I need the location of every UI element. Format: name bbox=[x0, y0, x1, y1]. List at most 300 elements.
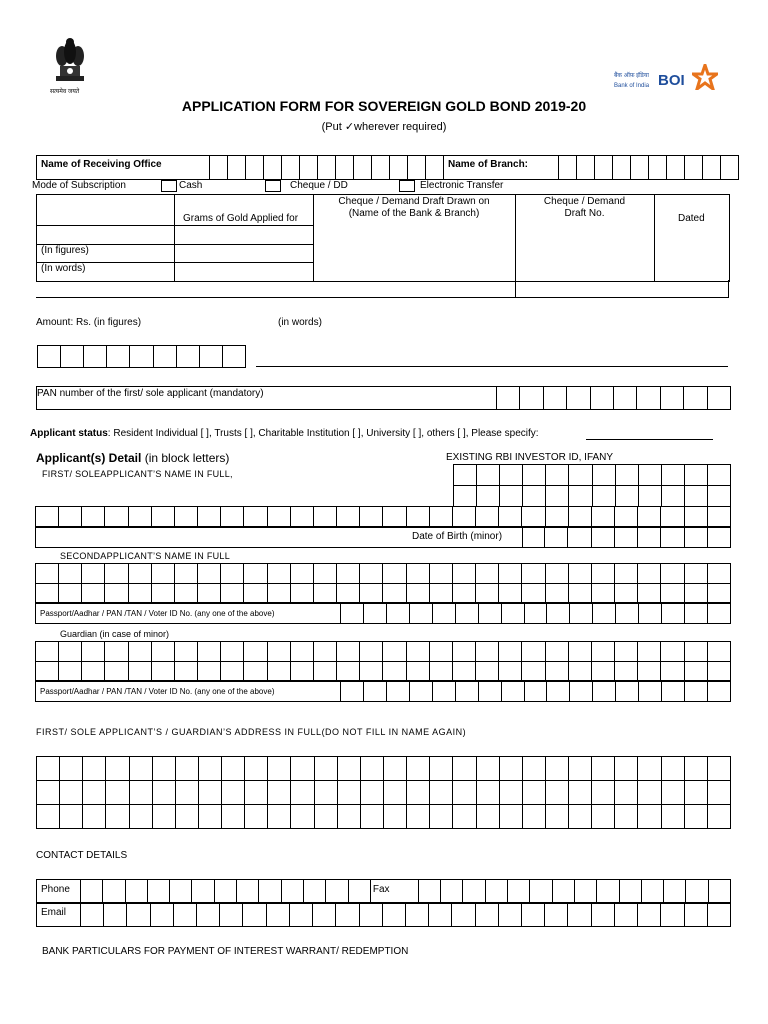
id-char-box[interactable] bbox=[593, 603, 616, 624]
name-char-box[interactable] bbox=[476, 662, 499, 682]
rbi-id-char-box[interactable] bbox=[708, 486, 731, 507]
address-char-box[interactable] bbox=[500, 757, 523, 781]
fax-digit-box[interactable] bbox=[486, 880, 508, 904]
address-char-box[interactable] bbox=[199, 757, 222, 781]
name-char-box[interactable] bbox=[638, 584, 661, 604]
address-char-box[interactable] bbox=[708, 757, 731, 781]
office-char-box[interactable] bbox=[264, 156, 282, 180]
address-char-box[interactable] bbox=[662, 781, 685, 805]
name-char-box[interactable] bbox=[522, 642, 545, 662]
phone-digit-box[interactable] bbox=[349, 880, 371, 904]
name-char-box[interactable] bbox=[244, 642, 267, 662]
address-char-box[interactable] bbox=[453, 805, 476, 829]
name-char-box[interactable] bbox=[175, 564, 198, 584]
name-char-box[interactable] bbox=[268, 642, 291, 662]
address-char-box[interactable] bbox=[291, 757, 314, 781]
name-char-box[interactable] bbox=[522, 584, 545, 604]
address-char-box[interactable] bbox=[361, 781, 384, 805]
address-char-box[interactable] bbox=[245, 781, 268, 805]
address-char-box[interactable] bbox=[477, 805, 500, 829]
name-char-box[interactable] bbox=[152, 564, 175, 584]
address-char-box[interactable] bbox=[407, 781, 430, 805]
address-char-box[interactable] bbox=[430, 781, 453, 805]
name-char-box[interactable] bbox=[407, 564, 430, 584]
name-char-box[interactable] bbox=[175, 642, 198, 662]
id-char-box[interactable] bbox=[456, 603, 479, 624]
address-char-box[interactable] bbox=[361, 757, 384, 781]
name-char-box[interactable] bbox=[244, 564, 267, 584]
name-char-box[interactable] bbox=[268, 564, 291, 584]
dob-char-box[interactable] bbox=[545, 527, 568, 548]
name-char-box[interactable] bbox=[152, 662, 175, 682]
address-char-box[interactable] bbox=[384, 805, 407, 829]
rbi-id-char-box[interactable] bbox=[616, 486, 639, 507]
name-char-box[interactable] bbox=[82, 642, 105, 662]
address-char-box[interactable] bbox=[615, 805, 638, 829]
amount-digit-box[interactable] bbox=[61, 346, 84, 368]
name-char-box[interactable] bbox=[592, 564, 615, 584]
id-char-box[interactable] bbox=[502, 681, 525, 702]
email-char-box[interactable] bbox=[220, 903, 243, 927]
rbi-id-char-box[interactable] bbox=[662, 486, 685, 507]
name-char-box[interactable] bbox=[708, 584, 731, 604]
email-char-box[interactable] bbox=[174, 903, 197, 927]
name-char-box[interactable] bbox=[129, 584, 152, 604]
name-char-box[interactable] bbox=[569, 662, 592, 682]
name-char-box[interactable] bbox=[221, 662, 244, 682]
amount-digit-box[interactable] bbox=[154, 346, 177, 368]
address-char-box[interactable] bbox=[245, 757, 268, 781]
name-char-box[interactable] bbox=[314, 564, 337, 584]
address-char-box[interactable] bbox=[615, 781, 638, 805]
dob-char-box[interactable] bbox=[638, 527, 661, 548]
id-char-box[interactable] bbox=[616, 681, 639, 702]
name-char-box[interactable] bbox=[198, 564, 221, 584]
name-char-box[interactable] bbox=[129, 564, 152, 584]
dob-char-box[interactable] bbox=[685, 527, 708, 548]
email-char-box[interactable] bbox=[592, 903, 615, 927]
name-char-box[interactable] bbox=[499, 662, 522, 682]
address-char-box[interactable] bbox=[477, 781, 500, 805]
amount-digit-box[interactable] bbox=[38, 346, 61, 368]
address-char-box[interactable] bbox=[361, 805, 384, 829]
address-char-box[interactable] bbox=[546, 757, 569, 781]
name-char-box[interactable] bbox=[221, 507, 244, 528]
address-char-box[interactable] bbox=[222, 781, 245, 805]
name-char-box[interactable] bbox=[453, 642, 476, 662]
address-char-box[interactable] bbox=[199, 805, 222, 829]
name-char-box[interactable] bbox=[244, 507, 267, 528]
name-char-box[interactable] bbox=[499, 564, 522, 584]
email-char-box[interactable] bbox=[429, 903, 452, 927]
name-char-box[interactable] bbox=[314, 662, 337, 682]
office-char-box[interactable] bbox=[300, 156, 318, 180]
id-char-box[interactable] bbox=[433, 603, 456, 624]
office-char-box[interactable] bbox=[390, 156, 408, 180]
name-char-box[interactable] bbox=[291, 662, 314, 682]
address-char-box[interactable] bbox=[662, 757, 685, 781]
address-char-box[interactable] bbox=[153, 757, 176, 781]
name-char-box[interactable] bbox=[407, 662, 430, 682]
name-char-box[interactable] bbox=[499, 507, 522, 528]
name-char-box[interactable] bbox=[430, 642, 453, 662]
name-char-box[interactable] bbox=[198, 507, 221, 528]
address-char-box[interactable] bbox=[569, 757, 592, 781]
name-char-box[interactable] bbox=[268, 507, 291, 528]
id-char-box[interactable] bbox=[525, 603, 548, 624]
id-char-box[interactable] bbox=[662, 681, 685, 702]
rbi-id-char-box[interactable] bbox=[685, 465, 708, 486]
amount-digit-box[interactable] bbox=[130, 346, 153, 368]
name-char-box[interactable] bbox=[105, 584, 128, 604]
address-char-box[interactable] bbox=[546, 805, 569, 829]
name-char-box[interactable] bbox=[685, 507, 708, 528]
name-char-box[interactable] bbox=[360, 662, 383, 682]
id-char-box[interactable] bbox=[685, 681, 708, 702]
name-char-box[interactable] bbox=[82, 564, 105, 584]
name-char-box[interactable] bbox=[615, 584, 638, 604]
branch-char-box[interactable] bbox=[577, 156, 595, 180]
office-char-box[interactable] bbox=[408, 156, 426, 180]
office-char-box[interactable] bbox=[282, 156, 300, 180]
name-char-box[interactable] bbox=[337, 662, 360, 682]
address-char-box[interactable] bbox=[338, 805, 361, 829]
address-char-box[interactable] bbox=[315, 781, 338, 805]
name-char-box[interactable] bbox=[291, 507, 314, 528]
fax-digit-box[interactable] bbox=[664, 880, 686, 904]
name-char-box[interactable] bbox=[546, 584, 569, 604]
name-char-box[interactable] bbox=[36, 564, 59, 584]
rbi-id-char-box[interactable] bbox=[500, 486, 523, 507]
rbi-id-char-box[interactable] bbox=[569, 465, 592, 486]
name-char-box[interactable] bbox=[175, 507, 198, 528]
email-char-box[interactable] bbox=[197, 903, 220, 927]
address-char-box[interactable] bbox=[83, 805, 106, 829]
amount-words-line[interactable] bbox=[256, 366, 728, 367]
id-char-box[interactable] bbox=[639, 681, 662, 702]
name-char-box[interactable] bbox=[360, 507, 383, 528]
phone-digit-box[interactable] bbox=[304, 880, 326, 904]
name-char-box[interactable] bbox=[152, 507, 175, 528]
email-char-box[interactable] bbox=[522, 903, 545, 927]
name-char-box[interactable] bbox=[105, 564, 128, 584]
address-char-box[interactable] bbox=[37, 805, 60, 829]
pan-char-box[interactable] bbox=[708, 387, 731, 410]
address-char-box[interactable] bbox=[60, 805, 83, 829]
name-char-box[interactable] bbox=[453, 662, 476, 682]
address-char-box[interactable] bbox=[106, 805, 129, 829]
phone-digit-box[interactable] bbox=[237, 880, 259, 904]
please-specify-line[interactable] bbox=[586, 439, 713, 440]
address-char-box[interactable] bbox=[83, 781, 106, 805]
cheque-dd-checkbox[interactable] bbox=[265, 180, 281, 192]
rbi-id-char-box[interactable] bbox=[546, 465, 569, 486]
office-char-box[interactable] bbox=[354, 156, 372, 180]
name-char-box[interactable] bbox=[337, 584, 360, 604]
name-char-box[interactable] bbox=[453, 584, 476, 604]
id-char-box[interactable] bbox=[685, 603, 708, 624]
id-char-box[interactable] bbox=[364, 603, 387, 624]
address-char-box[interactable] bbox=[685, 805, 708, 829]
name-char-box[interactable] bbox=[499, 642, 522, 662]
name-char-box[interactable] bbox=[638, 507, 661, 528]
name-char-box[interactable] bbox=[360, 642, 383, 662]
name-char-box[interactable] bbox=[244, 584, 267, 604]
id-char-box[interactable] bbox=[341, 603, 364, 624]
name-char-box[interactable] bbox=[476, 584, 499, 604]
name-char-box[interactable] bbox=[244, 662, 267, 682]
address-char-box[interactable] bbox=[245, 805, 268, 829]
name-char-box[interactable] bbox=[198, 642, 221, 662]
amount-digit-box[interactable] bbox=[107, 346, 130, 368]
address-char-box[interactable] bbox=[153, 781, 176, 805]
name-char-box[interactable] bbox=[569, 564, 592, 584]
name-char-box[interactable] bbox=[499, 584, 522, 604]
name-char-box[interactable] bbox=[360, 564, 383, 584]
amount-digit-box[interactable] bbox=[177, 346, 200, 368]
office-char-box[interactable] bbox=[336, 156, 354, 180]
address-char-box[interactable] bbox=[37, 757, 60, 781]
name-char-box[interactable] bbox=[314, 507, 337, 528]
address-char-box[interactable] bbox=[592, 781, 615, 805]
name-char-box[interactable] bbox=[638, 642, 661, 662]
name-char-box[interactable] bbox=[59, 662, 82, 682]
name-char-box[interactable] bbox=[268, 584, 291, 604]
id-char-box[interactable] bbox=[387, 681, 410, 702]
office-char-box[interactable] bbox=[318, 156, 336, 180]
address-char-box[interactable] bbox=[338, 781, 361, 805]
id-char-box[interactable] bbox=[479, 681, 502, 702]
address-char-box[interactable] bbox=[592, 757, 615, 781]
name-char-box[interactable] bbox=[708, 564, 731, 584]
name-char-box[interactable] bbox=[291, 584, 314, 604]
address-char-box[interactable] bbox=[268, 757, 291, 781]
rbi-id-char-box[interactable] bbox=[569, 486, 592, 507]
name-char-box[interactable] bbox=[129, 662, 152, 682]
address-char-box[interactable] bbox=[106, 781, 129, 805]
address-char-box[interactable] bbox=[638, 805, 661, 829]
address-char-box[interactable] bbox=[384, 781, 407, 805]
office-char-box[interactable] bbox=[228, 156, 246, 180]
name-char-box[interactable] bbox=[82, 584, 105, 604]
name-char-box[interactable] bbox=[592, 507, 615, 528]
cash-checkbox[interactable] bbox=[161, 180, 177, 192]
email-char-box[interactable] bbox=[661, 903, 684, 927]
id-char-box[interactable] bbox=[525, 681, 548, 702]
name-char-box[interactable] bbox=[615, 642, 638, 662]
name-char-box[interactable] bbox=[569, 642, 592, 662]
name-char-box[interactable] bbox=[638, 662, 661, 682]
pan-char-box[interactable] bbox=[661, 387, 684, 410]
branch-char-box[interactable] bbox=[667, 156, 685, 180]
fax-digit-box[interactable] bbox=[597, 880, 619, 904]
id-char-box[interactable] bbox=[708, 681, 731, 702]
address-char-box[interactable] bbox=[106, 757, 129, 781]
name-char-box[interactable] bbox=[476, 642, 499, 662]
name-char-box[interactable] bbox=[661, 584, 684, 604]
address-char-box[interactable] bbox=[268, 805, 291, 829]
phone-digit-box[interactable] bbox=[326, 880, 348, 904]
name-char-box[interactable] bbox=[383, 507, 406, 528]
name-char-box[interactable] bbox=[708, 642, 731, 662]
address-char-box[interactable] bbox=[37, 781, 60, 805]
name-char-box[interactable] bbox=[546, 564, 569, 584]
rbi-id-char-box[interactable] bbox=[523, 486, 546, 507]
dob-char-box[interactable] bbox=[708, 527, 731, 548]
id-char-box[interactable] bbox=[502, 603, 525, 624]
pan-char-box[interactable] bbox=[497, 387, 520, 410]
fax-digit-box[interactable] bbox=[642, 880, 664, 904]
name-char-box[interactable] bbox=[522, 564, 545, 584]
name-char-box[interactable] bbox=[291, 564, 314, 584]
branch-char-box[interactable] bbox=[703, 156, 721, 180]
address-char-box[interactable] bbox=[384, 757, 407, 781]
name-char-box[interactable] bbox=[105, 642, 128, 662]
email-char-box[interactable] bbox=[545, 903, 568, 927]
fax-digit-box[interactable] bbox=[508, 880, 530, 904]
name-char-box[interactable] bbox=[129, 642, 152, 662]
name-char-box[interactable] bbox=[221, 584, 244, 604]
office-char-box[interactable] bbox=[372, 156, 390, 180]
phone-digit-box[interactable] bbox=[259, 880, 281, 904]
name-char-box[interactable] bbox=[685, 642, 708, 662]
branch-char-box[interactable] bbox=[613, 156, 631, 180]
id-char-box[interactable] bbox=[456, 681, 479, 702]
name-char-box[interactable] bbox=[592, 584, 615, 604]
name-char-box[interactable] bbox=[522, 507, 545, 528]
name-char-box[interactable] bbox=[59, 507, 82, 528]
address-char-box[interactable] bbox=[477, 757, 500, 781]
dob-char-box[interactable] bbox=[522, 527, 545, 548]
email-char-box[interactable] bbox=[81, 903, 104, 927]
address-char-box[interactable] bbox=[407, 757, 430, 781]
address-char-box[interactable] bbox=[500, 781, 523, 805]
name-char-box[interactable] bbox=[291, 642, 314, 662]
address-char-box[interactable] bbox=[60, 781, 83, 805]
name-char-box[interactable] bbox=[36, 642, 59, 662]
rbi-id-char-box[interactable] bbox=[639, 486, 662, 507]
address-char-box[interactable] bbox=[500, 805, 523, 829]
name-char-box[interactable] bbox=[383, 642, 406, 662]
rbi-id-char-box[interactable] bbox=[685, 486, 708, 507]
name-char-box[interactable] bbox=[407, 642, 430, 662]
email-char-box[interactable] bbox=[313, 903, 336, 927]
address-char-box[interactable] bbox=[569, 781, 592, 805]
office-char-box[interactable] bbox=[426, 156, 444, 180]
pan-char-box[interactable] bbox=[591, 387, 614, 410]
name-char-box[interactable] bbox=[661, 662, 684, 682]
address-char-box[interactable] bbox=[569, 805, 592, 829]
rbi-id-char-box[interactable] bbox=[639, 465, 662, 486]
name-char-box[interactable] bbox=[430, 507, 453, 528]
name-char-box[interactable] bbox=[476, 507, 499, 528]
name-char-box[interactable] bbox=[708, 662, 731, 682]
dob-char-box[interactable] bbox=[661, 527, 684, 548]
name-char-box[interactable] bbox=[383, 584, 406, 604]
id-char-box[interactable] bbox=[616, 603, 639, 624]
address-char-box[interactable] bbox=[338, 757, 361, 781]
name-char-box[interactable] bbox=[59, 564, 82, 584]
name-char-box[interactable] bbox=[337, 564, 360, 584]
address-char-box[interactable] bbox=[662, 805, 685, 829]
address-char-box[interactable] bbox=[176, 781, 199, 805]
name-char-box[interactable] bbox=[268, 662, 291, 682]
rbi-id-char-box[interactable] bbox=[662, 465, 685, 486]
name-char-box[interactable] bbox=[221, 564, 244, 584]
name-char-box[interactable] bbox=[569, 507, 592, 528]
id-char-box[interactable] bbox=[410, 603, 433, 624]
name-char-box[interactable] bbox=[198, 584, 221, 604]
name-char-box[interactable] bbox=[337, 642, 360, 662]
id-char-box[interactable] bbox=[341, 681, 364, 702]
name-char-box[interactable] bbox=[82, 662, 105, 682]
name-char-box[interactable] bbox=[175, 662, 198, 682]
name-char-box[interactable] bbox=[708, 507, 731, 528]
dob-char-box[interactable] bbox=[568, 527, 591, 548]
address-char-box[interactable] bbox=[523, 757, 546, 781]
rbi-id-char-box[interactable] bbox=[546, 486, 569, 507]
email-char-box[interactable] bbox=[406, 903, 429, 927]
name-char-box[interactable] bbox=[105, 507, 128, 528]
address-char-box[interactable] bbox=[83, 757, 106, 781]
rbi-id-char-box[interactable] bbox=[708, 465, 731, 486]
address-char-box[interactable] bbox=[430, 757, 453, 781]
name-char-box[interactable] bbox=[592, 662, 615, 682]
phone-digit-box[interactable] bbox=[103, 880, 125, 904]
email-char-box[interactable] bbox=[151, 903, 174, 927]
name-char-box[interactable] bbox=[152, 642, 175, 662]
address-char-box[interactable] bbox=[523, 781, 546, 805]
email-char-box[interactable] bbox=[615, 903, 638, 927]
name-char-box[interactable] bbox=[546, 642, 569, 662]
name-char-box[interactable] bbox=[314, 642, 337, 662]
rbi-id-char-box[interactable] bbox=[454, 486, 477, 507]
fax-digit-box[interactable] bbox=[530, 880, 552, 904]
branch-char-box[interactable] bbox=[559, 156, 577, 180]
branch-char-box[interactable] bbox=[631, 156, 649, 180]
phone-digit-box[interactable] bbox=[192, 880, 214, 904]
name-char-box[interactable] bbox=[36, 584, 59, 604]
branch-char-box[interactable] bbox=[685, 156, 703, 180]
electronic-transfer-checkbox[interactable] bbox=[399, 180, 415, 192]
email-char-box[interactable] bbox=[638, 903, 661, 927]
id-char-box[interactable] bbox=[547, 603, 570, 624]
pan-char-box[interactable] bbox=[544, 387, 567, 410]
phone-digit-box[interactable] bbox=[282, 880, 304, 904]
name-char-box[interactable] bbox=[59, 584, 82, 604]
email-char-box[interactable] bbox=[476, 903, 499, 927]
pan-char-box[interactable] bbox=[520, 387, 543, 410]
name-char-box[interactable] bbox=[407, 584, 430, 604]
address-char-box[interactable] bbox=[291, 781, 314, 805]
office-char-box[interactable] bbox=[210, 156, 228, 180]
rbi-id-char-box[interactable] bbox=[454, 465, 477, 486]
name-char-box[interactable] bbox=[152, 584, 175, 604]
id-char-box[interactable] bbox=[410, 681, 433, 702]
branch-char-box[interactable] bbox=[649, 156, 667, 180]
name-char-box[interactable] bbox=[314, 584, 337, 604]
name-char-box[interactable] bbox=[221, 642, 244, 662]
office-char-box[interactable] bbox=[246, 156, 264, 180]
branch-char-box[interactable] bbox=[721, 156, 739, 180]
fax-digit-box[interactable] bbox=[620, 880, 642, 904]
email-char-box[interactable] bbox=[290, 903, 313, 927]
fax-digit-box[interactable] bbox=[419, 880, 441, 904]
address-char-box[interactable] bbox=[523, 805, 546, 829]
id-char-box[interactable] bbox=[479, 603, 502, 624]
name-char-box[interactable] bbox=[59, 642, 82, 662]
name-char-box[interactable] bbox=[615, 507, 638, 528]
